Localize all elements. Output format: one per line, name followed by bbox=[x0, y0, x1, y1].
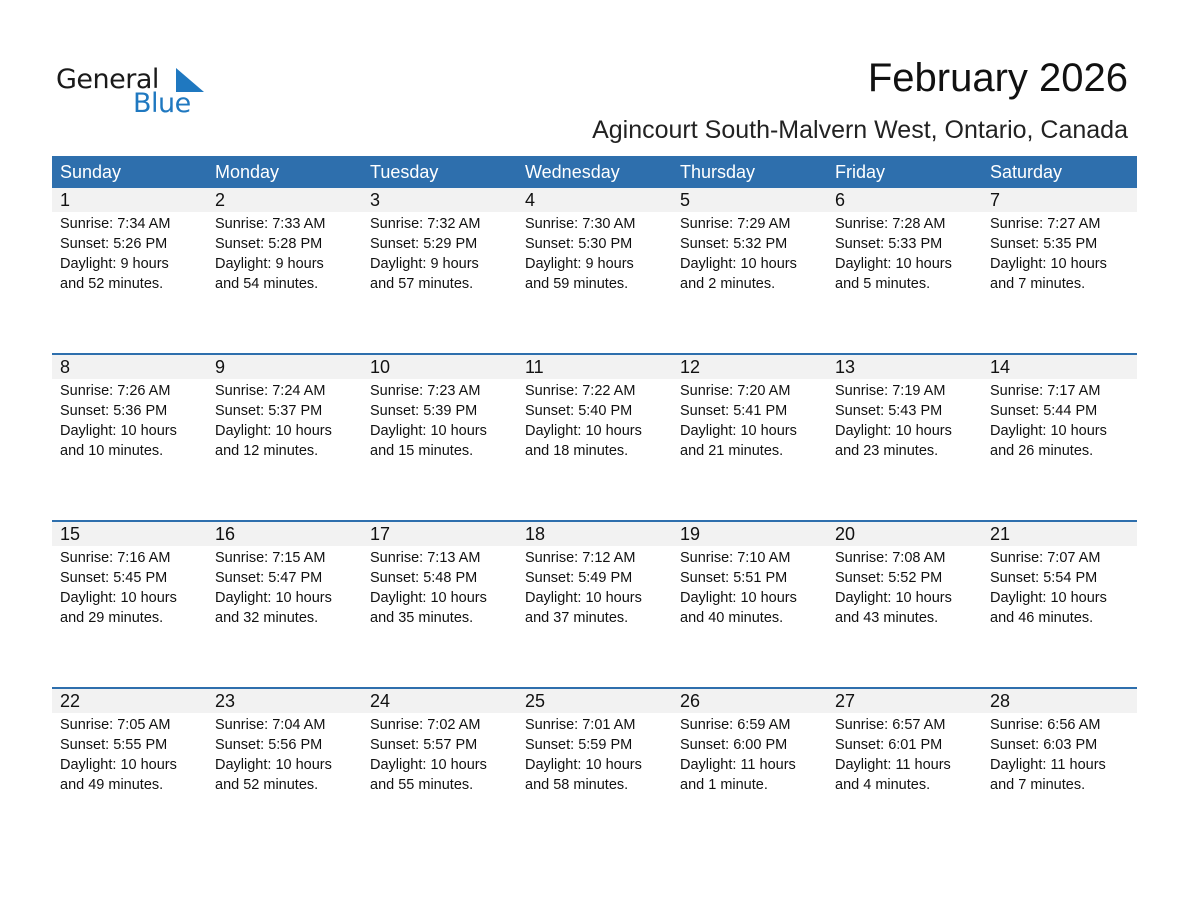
day-cell bbox=[52, 522, 207, 628]
day-info bbox=[362, 546, 517, 628]
sunrise-time: Sunrise: 6:59 AM bbox=[680, 717, 791, 733]
day-cell bbox=[982, 355, 1137, 461]
daylight-duration: Daylight: 10 hours bbox=[60, 423, 177, 439]
daylight-duration: and 1 minute. bbox=[680, 777, 768, 793]
sunrise-time: Sunrise: 7:23 AM bbox=[370, 383, 481, 399]
daylight-duration: Daylight: 10 hours bbox=[680, 256, 797, 272]
daylight-duration: Daylight: 10 hours bbox=[60, 590, 177, 606]
day-info bbox=[517, 546, 672, 628]
sunrise-time: Sunrise: 7:32 AM bbox=[370, 216, 481, 232]
daylight-duration: and 46 minutes. bbox=[990, 610, 1094, 626]
sunset-time: Sunset: 5:26 PM bbox=[60, 236, 168, 252]
sunset-time: Sunset: 5:59 PM bbox=[525, 737, 633, 753]
sunrise-time: Sunrise: 6:57 AM bbox=[835, 717, 946, 733]
day-cell bbox=[982, 689, 1137, 795]
sunrise-time: Sunrise: 7:28 AM bbox=[835, 216, 946, 232]
day-cell bbox=[207, 522, 362, 628]
sunrise-time: Sunrise: 7:26 AM bbox=[60, 383, 171, 399]
daylight-duration: Daylight: 10 hours bbox=[215, 423, 332, 439]
sunset-time: Sunset: 5:44 PM bbox=[990, 403, 1098, 419]
daylight-duration: Daylight: 9 hours bbox=[525, 256, 634, 272]
weekday-header-row bbox=[52, 156, 1137, 188]
daylight-duration: Daylight: 10 hours bbox=[525, 757, 642, 773]
weekday-sunday: Sunday bbox=[60, 162, 122, 182]
daylight-duration: Daylight: 9 hours bbox=[215, 256, 324, 272]
day-number: 26 bbox=[672, 689, 827, 713]
daylight-duration: and 49 minutes. bbox=[60, 777, 164, 793]
daylight-duration: and 12 minutes. bbox=[215, 443, 319, 459]
daylight-duration: Daylight: 10 hours bbox=[680, 590, 797, 606]
day-cell bbox=[52, 188, 207, 294]
sunrise-time: Sunrise: 7:01 AM bbox=[525, 717, 636, 733]
sunset-time: Sunset: 5:48 PM bbox=[370, 570, 478, 586]
daylight-duration: and 18 minutes. bbox=[525, 443, 629, 459]
day-number: 13 bbox=[827, 355, 982, 379]
sunset-time: Sunset: 6:00 PM bbox=[680, 737, 788, 753]
weeks-container bbox=[52, 188, 1137, 854]
daylight-duration: Daylight: 10 hours bbox=[835, 256, 952, 272]
daylight-duration: and 29 minutes. bbox=[60, 610, 164, 626]
day-number: 5 bbox=[672, 188, 827, 212]
day-info bbox=[52, 713, 207, 795]
day-number: 8 bbox=[52, 355, 207, 379]
calendar-title: February 2026 bbox=[867, 56, 1128, 100]
sunset-time: Sunset: 6:01 PM bbox=[835, 737, 943, 753]
day-number: 10 bbox=[362, 355, 517, 379]
sunset-time: Sunset: 5:30 PM bbox=[525, 236, 633, 252]
day-cell bbox=[207, 355, 362, 461]
day-number: 25 bbox=[517, 689, 672, 713]
daylight-duration: Daylight: 10 hours bbox=[990, 590, 1107, 606]
daylight-duration: Daylight: 11 hours bbox=[680, 757, 796, 773]
day-cell bbox=[362, 355, 517, 461]
day-cell bbox=[517, 522, 672, 628]
day-number: 9 bbox=[207, 355, 362, 379]
day-info bbox=[52, 212, 207, 294]
day-info bbox=[672, 713, 827, 795]
day-cell bbox=[827, 689, 982, 795]
day-cell bbox=[517, 188, 672, 294]
day-info bbox=[672, 212, 827, 294]
day-number: 20 bbox=[827, 522, 982, 546]
daylight-duration: Daylight: 10 hours bbox=[990, 256, 1107, 272]
sunset-time: Sunset: 5:51 PM bbox=[680, 570, 788, 586]
day-cell bbox=[827, 188, 982, 294]
day-cell bbox=[362, 188, 517, 294]
day-number: 24 bbox=[362, 689, 517, 713]
day-cell bbox=[52, 355, 207, 461]
daylight-duration: and 5 minutes. bbox=[835, 276, 931, 292]
daylight-duration: and 10 minutes. bbox=[60, 443, 164, 459]
sunset-time: Sunset: 5:41 PM bbox=[680, 403, 788, 419]
weekday-saturday: Saturday bbox=[990, 162, 1063, 182]
day-cell bbox=[827, 355, 982, 461]
sunrise-time: Sunrise: 7:08 AM bbox=[835, 550, 946, 566]
day-number: 4 bbox=[517, 188, 672, 212]
day-info bbox=[362, 379, 517, 461]
daylight-duration: and 55 minutes. bbox=[370, 777, 474, 793]
day-cell bbox=[207, 188, 362, 294]
sunset-time: Sunset: 5:29 PM bbox=[370, 236, 478, 252]
daylight-duration: and 21 minutes. bbox=[680, 443, 784, 459]
daylight-duration: Daylight: 11 hours bbox=[835, 757, 951, 773]
day-number: 23 bbox=[207, 689, 362, 713]
daylight-duration: Daylight: 10 hours bbox=[370, 757, 487, 773]
sunset-time: Sunset: 5:49 PM bbox=[525, 570, 633, 586]
daylight-duration: Daylight: 10 hours bbox=[680, 423, 797, 439]
day-info bbox=[672, 546, 827, 628]
sunrise-time: Sunrise: 7:34 AM bbox=[60, 216, 171, 232]
day-info bbox=[207, 546, 362, 628]
daylight-duration: and 26 minutes. bbox=[990, 443, 1094, 459]
daylight-duration: and 35 minutes. bbox=[370, 610, 474, 626]
weekday-friday: Friday bbox=[835, 162, 886, 182]
day-cell bbox=[827, 522, 982, 628]
sunset-time: Sunset: 5:57 PM bbox=[370, 737, 478, 753]
daylight-duration: Daylight: 10 hours bbox=[215, 757, 332, 773]
sunset-time: Sunset: 6:03 PM bbox=[990, 737, 1098, 753]
day-number: 22 bbox=[52, 689, 207, 713]
day-info bbox=[207, 212, 362, 294]
day-number: 27 bbox=[827, 689, 982, 713]
sunrise-time: Sunrise: 7:13 AM bbox=[370, 550, 481, 566]
sunrise-time: Sunrise: 7:33 AM bbox=[215, 216, 326, 232]
sunrise-time: Sunrise: 7:20 AM bbox=[680, 383, 791, 399]
sunset-time: Sunset: 5:52 PM bbox=[835, 570, 943, 586]
day-info bbox=[52, 379, 207, 461]
weekday-thursday: Thursday bbox=[680, 162, 756, 182]
weekday-monday: Monday bbox=[215, 162, 280, 182]
daylight-duration: Daylight: 10 hours bbox=[370, 423, 487, 439]
daylight-duration: and 7 minutes. bbox=[990, 777, 1086, 793]
sunset-time: Sunset: 5:54 PM bbox=[990, 570, 1098, 586]
logo-text-general: General bbox=[56, 64, 159, 95]
day-info bbox=[207, 379, 362, 461]
sunset-time: Sunset: 5:40 PM bbox=[525, 403, 633, 419]
day-cell bbox=[207, 689, 362, 795]
sunset-time: Sunset: 5:39 PM bbox=[370, 403, 478, 419]
day-info bbox=[827, 546, 982, 628]
calendar-grid bbox=[52, 156, 1137, 854]
daylight-duration: Daylight: 10 hours bbox=[835, 423, 952, 439]
day-info bbox=[982, 713, 1137, 795]
day-info bbox=[207, 713, 362, 795]
daylight-duration: Daylight: 10 hours bbox=[835, 590, 952, 606]
day-info bbox=[672, 379, 827, 461]
week-row bbox=[52, 188, 1137, 353]
day-cell bbox=[672, 355, 827, 461]
daylight-duration: and 15 minutes. bbox=[370, 443, 474, 459]
sunset-time: Sunset: 5:55 PM bbox=[60, 737, 168, 753]
day-cell bbox=[362, 522, 517, 628]
daylight-duration: and 54 minutes. bbox=[215, 276, 319, 292]
day-info bbox=[362, 212, 517, 294]
day-cell bbox=[982, 188, 1137, 294]
day-cell bbox=[517, 689, 672, 795]
daylight-duration: and 52 minutes. bbox=[215, 777, 319, 793]
sunset-time: Sunset: 5:36 PM bbox=[60, 403, 168, 419]
daylight-duration: Daylight: 10 hours bbox=[990, 423, 1107, 439]
day-number: 15 bbox=[52, 522, 207, 546]
day-number: 28 bbox=[982, 689, 1137, 713]
day-number: 16 bbox=[207, 522, 362, 546]
calendar-location: Agincourt South-Malvern West, Ontario, Canada bbox=[592, 116, 1128, 144]
weekday-tuesday: Tuesday bbox=[370, 162, 439, 182]
day-info bbox=[982, 212, 1137, 294]
daylight-duration: and 40 minutes. bbox=[680, 610, 784, 626]
daylight-duration: Daylight: 10 hours bbox=[370, 590, 487, 606]
day-info bbox=[52, 546, 207, 628]
day-number: 12 bbox=[672, 355, 827, 379]
day-cell bbox=[672, 689, 827, 795]
day-number: 19 bbox=[672, 522, 827, 546]
generalblue-logo bbox=[56, 62, 196, 122]
day-cell bbox=[672, 188, 827, 294]
sunrise-time: Sunrise: 7:05 AM bbox=[60, 717, 171, 733]
daylight-duration: and 58 minutes. bbox=[525, 777, 629, 793]
day-number: 1 bbox=[52, 188, 207, 212]
daylight-duration: and 32 minutes. bbox=[215, 610, 319, 626]
day-number: 3 bbox=[362, 188, 517, 212]
day-number: 18 bbox=[517, 522, 672, 546]
weekday-wednesday: Wednesday bbox=[525, 162, 620, 182]
day-number: 21 bbox=[982, 522, 1137, 546]
daylight-duration: Daylight: 10 hours bbox=[60, 757, 177, 773]
sunset-time: Sunset: 5:35 PM bbox=[990, 236, 1098, 252]
day-cell bbox=[982, 522, 1137, 628]
sunrise-time: Sunrise: 7:24 AM bbox=[215, 383, 326, 399]
day-cell bbox=[52, 689, 207, 795]
daylight-duration: and 59 minutes. bbox=[525, 276, 629, 292]
daylight-duration: Daylight: 10 hours bbox=[525, 423, 642, 439]
sunset-time: Sunset: 5:56 PM bbox=[215, 737, 323, 753]
day-info bbox=[982, 546, 1137, 628]
sunrise-time: Sunrise: 7:10 AM bbox=[680, 550, 791, 566]
day-info bbox=[517, 713, 672, 795]
sunrise-time: Sunrise: 7:12 AM bbox=[525, 550, 636, 566]
daylight-duration: and 2 minutes. bbox=[680, 276, 776, 292]
sunset-time: Sunset: 5:43 PM bbox=[835, 403, 943, 419]
daylight-duration: and 57 minutes. bbox=[370, 276, 474, 292]
daylight-duration: Daylight: 10 hours bbox=[215, 590, 332, 606]
day-info bbox=[362, 713, 517, 795]
daylight-duration: Daylight: 10 hours bbox=[525, 590, 642, 606]
sunset-time: Sunset: 5:32 PM bbox=[680, 236, 788, 252]
day-number: 2 bbox=[207, 188, 362, 212]
day-cell bbox=[672, 522, 827, 628]
week-row bbox=[52, 687, 1137, 854]
sunset-time: Sunset: 5:47 PM bbox=[215, 570, 323, 586]
day-info bbox=[517, 379, 672, 461]
daylight-duration: and 4 minutes. bbox=[835, 777, 931, 793]
sunset-time: Sunset: 5:28 PM bbox=[215, 236, 323, 252]
logo-text-blue: Blue bbox=[133, 88, 191, 119]
sunrise-time: Sunrise: 7:17 AM bbox=[990, 383, 1101, 399]
day-info bbox=[827, 212, 982, 294]
sunset-time: Sunset: 5:33 PM bbox=[835, 236, 943, 252]
sunrise-time: Sunrise: 7:16 AM bbox=[60, 550, 171, 566]
day-number: 11 bbox=[517, 355, 672, 379]
sunrise-time: Sunrise: 7:07 AM bbox=[990, 550, 1101, 566]
sunset-time: Sunset: 5:45 PM bbox=[60, 570, 168, 586]
day-number: 14 bbox=[982, 355, 1137, 379]
day-number: 7 bbox=[982, 188, 1137, 212]
daylight-duration: and 43 minutes. bbox=[835, 610, 939, 626]
week-row bbox=[52, 520, 1137, 687]
daylight-duration: Daylight: 9 hours bbox=[370, 256, 479, 272]
day-number: 17 bbox=[362, 522, 517, 546]
week-row bbox=[52, 353, 1137, 520]
sunset-time: Sunset: 5:37 PM bbox=[215, 403, 323, 419]
day-cell bbox=[362, 689, 517, 795]
sunrise-time: Sunrise: 7:15 AM bbox=[215, 550, 326, 566]
daylight-duration: Daylight: 9 hours bbox=[60, 256, 169, 272]
day-info bbox=[827, 379, 982, 461]
day-info bbox=[827, 713, 982, 795]
sunrise-time: Sunrise: 7:29 AM bbox=[680, 216, 791, 232]
sunrise-time: Sunrise: 7:19 AM bbox=[835, 383, 946, 399]
daylight-duration: and 23 minutes. bbox=[835, 443, 939, 459]
sunrise-time: Sunrise: 7:30 AM bbox=[525, 216, 636, 232]
daylight-duration: and 52 minutes. bbox=[60, 276, 164, 292]
sunrise-time: Sunrise: 6:56 AM bbox=[990, 717, 1101, 733]
daylight-duration: and 7 minutes. bbox=[990, 276, 1086, 292]
sunrise-time: Sunrise: 7:02 AM bbox=[370, 717, 481, 733]
daylight-duration: Daylight: 11 hours bbox=[990, 757, 1106, 773]
day-info bbox=[982, 379, 1137, 461]
sunrise-time: Sunrise: 7:27 AM bbox=[990, 216, 1101, 232]
day-cell bbox=[517, 355, 672, 461]
daylight-duration: and 37 minutes. bbox=[525, 610, 629, 626]
day-info bbox=[517, 212, 672, 294]
day-number: 6 bbox=[827, 188, 982, 212]
sunrise-time: Sunrise: 7:22 AM bbox=[525, 383, 636, 399]
sunrise-time: Sunrise: 7:04 AM bbox=[215, 717, 326, 733]
